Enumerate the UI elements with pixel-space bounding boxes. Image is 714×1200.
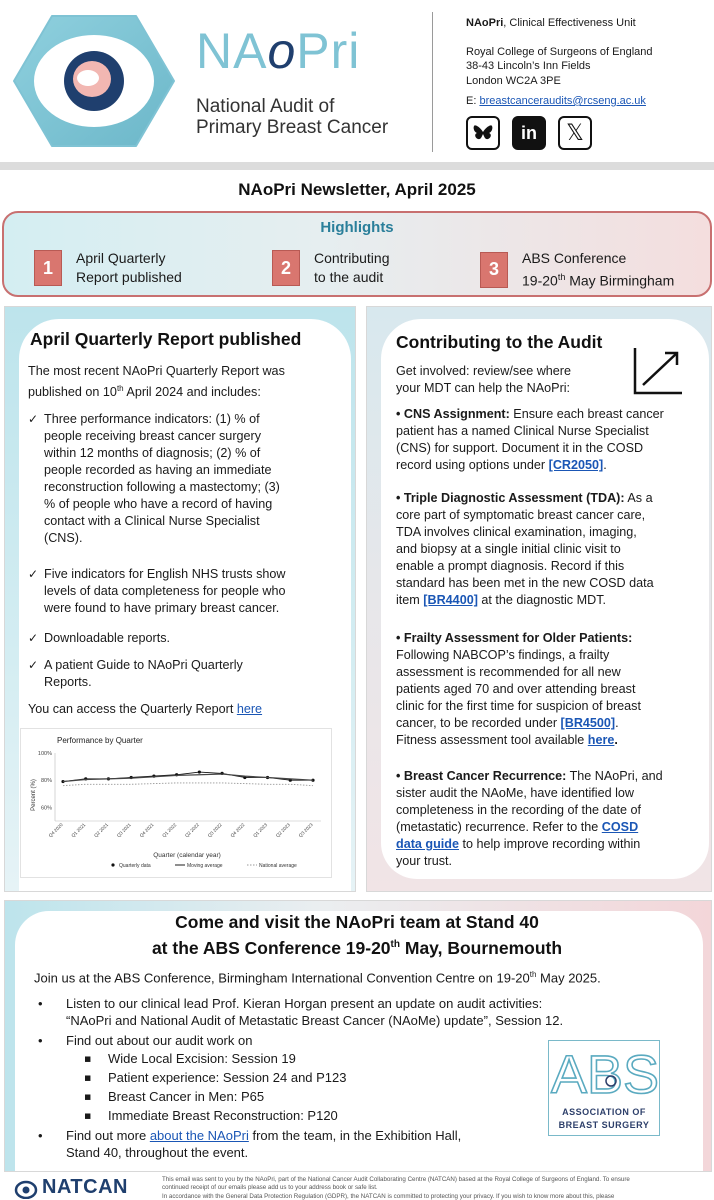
contact-block: NAoPri, Clinical Effectiveness Unit Royal College of Surgeons of England 38-43 Lincoln’s Inn Fields London WC2A 3PE E: breastcanceraudits@rcseng.ac.uk xyxy=(466,17,653,107)
sub-bullet-item: ▪ Wide Local Excision: Session 19 xyxy=(68,1050,488,1067)
chart-x-tick-label: Q1 2021 xyxy=(70,822,87,839)
legend-marker xyxy=(111,863,114,866)
naopri-logo-icon xyxy=(12,14,176,148)
check-item: ✓ A patient Guide to NAoPri Quarterly Reports. xyxy=(28,657,350,691)
quarterly-intro: The most recent NAoPri Quarterly Report was published on 10th April 2024 and includes: xyxy=(28,364,285,400)
highlight-item-1[interactable] xyxy=(34,249,182,287)
chart-x-tick-label: Q4 2021 xyxy=(138,822,155,839)
recurrence-section: • Breast Cancer Recurrence: The NAoPri, and sister audit the NAoMe, have identified low completeness in the recording of the date of (metastatic) recurrence. Refer to the COSD data guide to help improve recording within your trust. xyxy=(396,769,663,868)
br4400-code[interactable]: [BR4400] xyxy=(423,593,478,607)
bluesky-icon[interactable] xyxy=(466,116,500,150)
highlights-box xyxy=(2,211,712,297)
abs-logo xyxy=(548,1040,660,1136)
social-links xyxy=(466,116,592,150)
quarterly-report-link[interactable]: here xyxy=(236,702,263,716)
footer-fine-print-3: In accordance with the General Data Protection Regulation (GDPR), the NATCAN is committed to protecting your privacy. If you wish to know more about this, please xyxy=(162,1193,615,1200)
performance-chart xyxy=(20,728,332,878)
highlight-number: 3 xyxy=(480,252,508,288)
check-item: ✓ Five indicators for English NHS trusts show levels of data completeness for people who were found to have primary breast cancer. xyxy=(28,566,350,617)
natcan-wordmark: NATCAN xyxy=(42,1176,128,1198)
bullet-item: • Listen to our clinical lead Prof. Kieran Horgan present an update on audit activities: “NAoPri and National Audit of Metastatic Breast Cancer (NAoMe) update”, Session 12. xyxy=(34,995,694,1029)
legend-label: Quarterly data xyxy=(119,863,151,869)
logo-title: NAoPri xyxy=(196,23,361,79)
highlight-number: 2 xyxy=(272,250,300,286)
header xyxy=(0,0,714,160)
abs-logo-mark-icon xyxy=(549,1041,661,1103)
tda-section: • Triple Diagnostic Assessment (TDA): As a core part of symptomatic breast cancer care, TDA involves clinical examination, imaging, and biopsy at a single initial clinic visit to enable a prompt diagnosis. Record if this standard has been met in the new COSD data item [BR4400] at the diagnostic MDT. xyxy=(396,491,654,607)
chart-data-point xyxy=(198,770,201,773)
trend-up-icon xyxy=(632,346,684,396)
linkedin-icon[interactable]: in xyxy=(512,116,546,150)
chart-x-tick-label: Q4 2022 xyxy=(229,822,246,839)
abs-logo-line-1: ASSOCIATION OF xyxy=(562,1107,646,1117)
quarterly-report-title: April Quarterly Report published xyxy=(30,329,302,349)
chart-x-tick-label: Q2 2022 xyxy=(184,822,201,839)
fitness-tool-link[interactable]: here xyxy=(587,733,615,747)
legend-label: National average xyxy=(259,863,297,869)
highlight-item-2[interactable] xyxy=(272,249,390,287)
access-report-text: You can access the Quarterly Report here xyxy=(28,702,263,716)
bullet-item: • Find out about our audit work on xyxy=(34,1032,534,1049)
sub-bullet-item: ▪ Immediate Breast Reconstruction: P120 xyxy=(68,1107,488,1124)
chart-y-tick-label: 80% xyxy=(40,778,52,785)
chart-x-tick-label: Q2 2023 xyxy=(274,822,291,839)
footer-fine-print-1: This email was sent to you by the NAoPri, part of the National Cancer Audit Collaborating Centre (NATCAN) based at the Royal College of Surgeons of England. To ensure xyxy=(162,1176,630,1183)
performance-chart-svg xyxy=(21,729,333,879)
legend-label: Moving average xyxy=(187,863,223,869)
chart-series-line xyxy=(63,772,313,782)
abs-logo-letters: ABS xyxy=(550,1045,660,1103)
chart-x-tick-label: Q4 2020 xyxy=(47,822,64,839)
logo-subtitle: National Audit of Primary Breast Cancer xyxy=(196,96,389,138)
about-naopri-link[interactable]: about the NAoPri xyxy=(149,1128,249,1143)
x-icon[interactable]: 𝕏 xyxy=(558,116,592,150)
header-divider xyxy=(432,12,433,152)
footer-fine-print-2: continued receipt of our emails please add us to your address book or safe list. xyxy=(162,1184,378,1191)
chart-y-tick-label: 100% xyxy=(37,751,52,757)
cns-assignment: • CNS Assignment: Ensure each breast cancer patient has a named Clinical Nurse Specialist (CNS) for support. Document it in the COSD record using options under [CR2050]. xyxy=(396,407,664,472)
highlight-text: ABS Conference 19-20th May Birmingham xyxy=(522,250,675,289)
br4500-code[interactable]: [BR4500] xyxy=(560,716,616,730)
email-link[interactable]: breastcanceraudits@rcseng.ac.uk xyxy=(479,95,646,107)
abs-logo-line-2: BREAST SURGERY xyxy=(558,1120,650,1130)
chart-series-line xyxy=(63,783,313,786)
highlight-number: 1 xyxy=(34,250,62,286)
cosd-link[interactable]: COSD xyxy=(601,820,639,834)
chart-x-tick-label: Q1 2023 xyxy=(252,822,269,839)
chart-y-tick-label: 60% xyxy=(40,805,52,812)
check-item: ✓ Downloadable reports. xyxy=(28,630,350,647)
header-rule xyxy=(0,162,714,170)
contributing-title: Contributing to the Audit xyxy=(396,332,603,352)
conference-join-text: Join us at the ABS Conference, Birmingham International Convention Centre on 19-20th May 2025. xyxy=(34,970,601,986)
highlight-text: April Quarterly Report published xyxy=(76,250,182,285)
frailty-section: • Frailty Assessment for Older Patients: Following NABCOP’s findings, a frailty assessment is recommended for all new patients aged 70 and over attending breast clinic for the first time for suspicion of breast cancer, to be recorded under [BR4500]. Fitness assessment tool available here. xyxy=(396,631,641,747)
chart-x-tick-label: Q1 2022 xyxy=(161,822,178,839)
highlight-text: Contributing to the audit xyxy=(314,250,390,285)
chart-title: Performance by Quarter xyxy=(57,736,143,745)
chart-series-line xyxy=(63,774,313,781)
highlights-heading: Highlights xyxy=(320,219,394,236)
contributing-intro: Get involved: review/see where your MDT can help the NAoPri: xyxy=(396,364,571,395)
natcan-logo-icon xyxy=(14,1177,38,1199)
conference-title-2: at the ABS Conference 19-20th May, Bournemouth xyxy=(151,938,563,958)
sub-bullet-item: ▪ Breast Cancer in Men: P65 xyxy=(68,1088,488,1105)
chart-x-tick-label: Q3 2023 xyxy=(297,822,314,839)
cr2050-code[interactable]: [CR2050] xyxy=(548,458,604,472)
highlight-item-3[interactable] xyxy=(480,249,674,291)
natcan-logo xyxy=(14,1176,128,1199)
newsletter-title: NAoPri Newsletter, April 2025 xyxy=(238,180,476,199)
sub-bullet-item: ▪ Patient experience: Session 24 and P123 xyxy=(68,1069,488,1086)
bullet-item: • Find out more about the NAoPri from the team, in the Exhibition Hall, Stand 40, throughout the event. xyxy=(34,1127,534,1161)
chart-x-tick-label: Q3 2022 xyxy=(206,822,223,839)
check-item: ✓ Three performance indicators: (1) % of people receiving breast cancer surgery within 12 months of diagnosis; (2) % of people recorded as having an immediate reconstruction following a mastectomy; (3) % of people who have a record of having contact with a Clinical Nurse Specialist (CNS). xyxy=(28,411,350,547)
data-guide-link[interactable]: data guide xyxy=(396,837,459,851)
chart-x-tick-label: Q3 2021 xyxy=(115,822,132,839)
chart-x-label: Quarter (calendar year) xyxy=(153,852,221,859)
chart-y-label: Percent (%) xyxy=(31,779,37,811)
chart-x-tick-label: Q2 2021 xyxy=(93,822,110,839)
conference-title-1: Come and visit the NAoPri team at Stand 40 xyxy=(175,912,539,932)
